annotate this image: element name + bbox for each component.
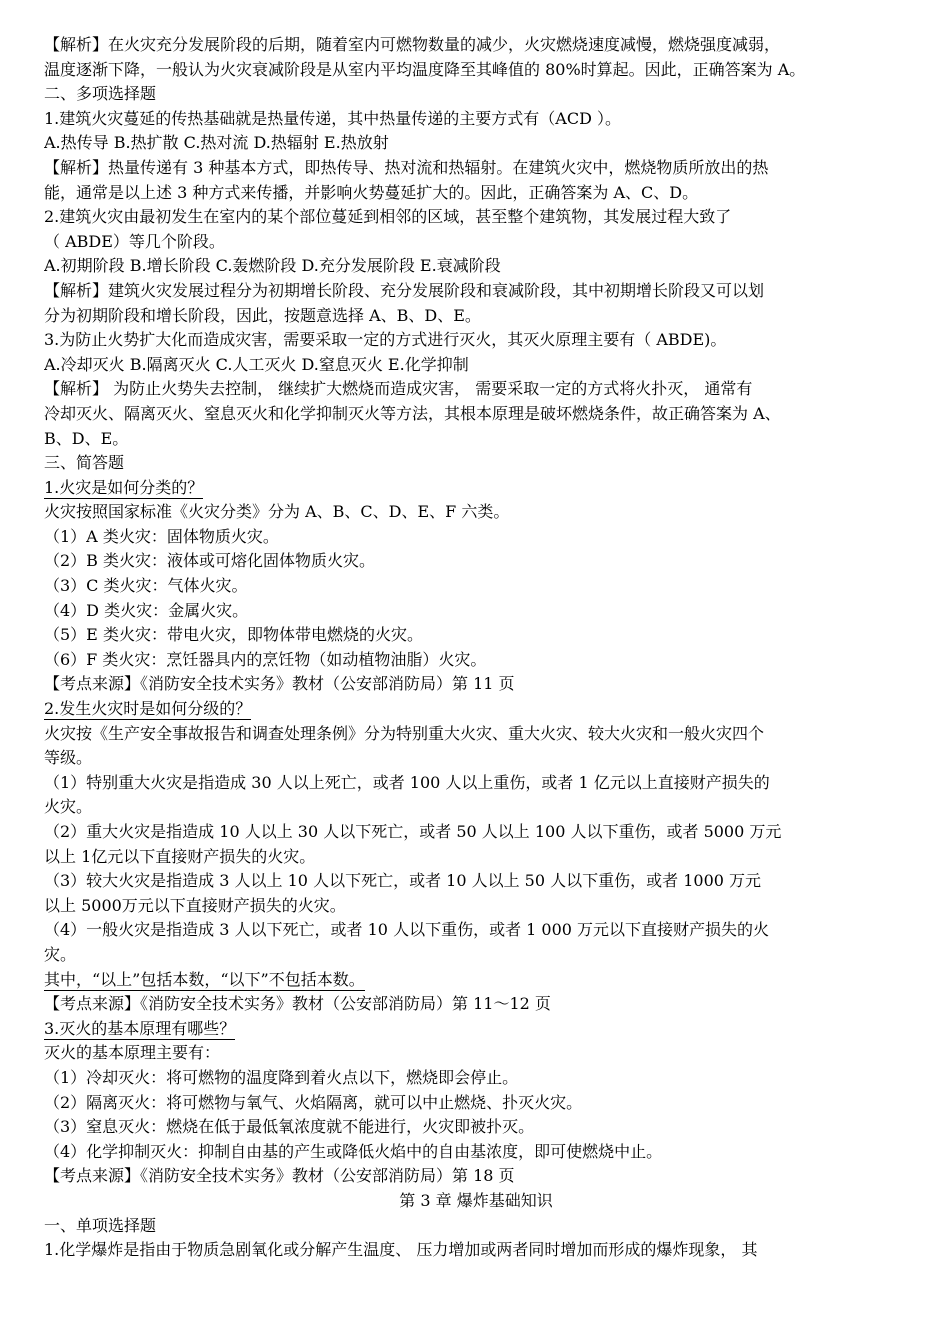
text-line-content: A.冷却灭火 B.隔离灭火 C.人工灭火 D.窒息灭火 E.化学抑制: [44, 354, 469, 374]
text-line-content: 3.为防止火势扩大化而造成灾害，需要采取一定的方式进行灭火，其灭火原理主要有（ ABDE)。: [44, 330, 727, 350]
text-line: [44, 230, 908, 255]
text-line-content: 火灾按照国家标准《火灾分类》分为 A、B、C、D、E、F 六类。: [44, 502, 510, 522]
chapter-heading: [44, 1189, 908, 1214]
text-line: [44, 943, 908, 968]
text-line: [44, 82, 908, 107]
text-line-content: （5）E 类火灾：带电火灾，即物体带电燃烧的火灾。: [44, 625, 423, 645]
text-line: [44, 1140, 908, 1165]
text-line-content: 1.火灾是如何分类的？: [44, 477, 204, 497]
text-line: [44, 722, 908, 747]
text-line-content: （1）A 类火灾：固体物质火灾。: [44, 526, 279, 546]
text-line: [44, 1066, 908, 1091]
text-line-content: 三、简答题: [44, 453, 125, 473]
text-line: [44, 402, 908, 427]
text-line: [44, 599, 908, 624]
text-line-content: （ ABDE）等几个阶段。: [44, 231, 225, 251]
text-line-content: 一、单项选择题: [44, 1215, 157, 1235]
text-line-content: 其中，“以上”包括本数，“以下”不包括本数。: [44, 969, 365, 989]
text-line: [44, 697, 908, 722]
text-line: [44, 1238, 908, 1263]
text-line: [44, 992, 908, 1017]
text-line: [44, 156, 908, 181]
text-line: [44, 845, 908, 870]
text-line: [44, 549, 908, 574]
text-line: [44, 181, 908, 206]
text-line-content: 等级。: [44, 748, 93, 768]
text-line: [44, 427, 908, 452]
text-line-content: 2.建筑火灾由最初发生在室内的某个部位蔓延到相邻的区域，甚至整个建筑物，其发展过程大致了: [44, 207, 732, 227]
text-line: [44, 771, 908, 796]
text-line-content: 【解析】热量传递有 3 种基本方式，即热传导、热对流和热辐射。在建筑火灾中，燃烧物质所放出的热: [44, 157, 769, 177]
text-line: [44, 353, 908, 378]
text-line: [44, 279, 908, 304]
text-line: [44, 131, 908, 156]
text-line: [44, 33, 908, 58]
text-line-content: 二、多项选择题: [44, 84, 157, 104]
text-line: [44, 746, 908, 771]
text-line-content: 【考点来源】《消防安全技术实务》教材（公安部消防局）第 18 页: [44, 1166, 515, 1186]
text-line-content: （1）冷却灭火：将可燃物的温度降到着火点以下，燃烧即会停止。: [44, 1067, 519, 1087]
text-line-content: （2）B 类火灾：液体或可熔化固体物质火灾。: [44, 551, 376, 571]
text-line-content: （6）F 类火灾：烹饪器具内的烹饪物（如动植物油脂）火灾。: [44, 649, 487, 669]
text-line: [44, 58, 908, 83]
text-line: [44, 795, 908, 820]
text-line-content: 【解析】在火灾充分发展阶段的后期，随着室内可燃物数量的减少，火灾燃烧速度减慢，燃烧强度减弱，: [44, 35, 781, 54]
text-line-content: 温度逐渐下降，一般认为火灾衰减阶段是从室内平均温度降至其峰值的 80%时算起。因此，正确答案为 A。: [44, 59, 806, 79]
text-line-content: A.热传导 B.热扩散 C.热对流 D.热辐射 E.热放射: [44, 133, 389, 153]
text-line-content: （3）窒息灭火：燃烧在低于最低氧浓度就不能进行，火灾即被扑灭。: [44, 1117, 535, 1137]
text-line: [44, 1214, 908, 1239]
text-line: [44, 377, 908, 402]
text-line: [44, 574, 908, 599]
text-line-content: 【解析】建筑火灾发展过程分为初期增长阶段、充分发展阶段和衰减阶段，其中初期增长阶段又可以划: [44, 280, 765, 300]
text-line-content: 灭火的基本原理主要有：: [44, 1043, 221, 1063]
text-line: [44, 205, 908, 230]
text-line: [44, 1115, 908, 1140]
text-line: [44, 304, 908, 329]
text-line-content: 冷却灭火、隔离灭火、窒息灭火和化学抑制灭火等方法，其根本原理是破坏燃烧条件，故正确答案为 A、: [44, 403, 781, 423]
text-line-content: 【考点来源】《消防安全技术实务》教材（公安部消防局）第 11～12 页: [44, 994, 551, 1014]
text-line-content: 以上 1亿元以下直接财产损失的火灾。: [44, 846, 316, 866]
text-line-content: （2）重大火灾是指造成 10 人以上 30 人以下死亡，或者 50 人以上 100 人以下重伤，或者 5000 万元: [44, 822, 782, 841]
text-line: [44, 672, 908, 697]
text-line: [44, 451, 908, 476]
text-line: [44, 1164, 908, 1189]
text-line-content: 第 3 章 爆炸基础知识: [399, 1190, 553, 1210]
text-line: [44, 869, 908, 894]
text-line: [44, 968, 908, 993]
text-line: [44, 500, 908, 525]
text-line: [44, 623, 908, 648]
text-line-content: （3）C 类火灾：气体火灾。: [44, 576, 248, 596]
text-line-content: 2.发生火灾时是如何分级的？: [44, 699, 252, 719]
text-line-content: （1）特别重大火灾是指造成 30 人以上死亡，或者 100 人以上重伤，或者 1 亿元以上直接财产损失的: [44, 772, 770, 792]
text-line-content: （3）较大火灾是指造成 3 人以上 10 人以下死亡，或者 10 人以上 50 人以下重伤，或者 1000 万元: [44, 871, 762, 891]
text-line-content: （4）化学抑制灭火：抑制自由基的产生或降低火焰中的自由基浓度，即可使燃烧中止。: [44, 1141, 663, 1161]
text-line-content: （4）D 类火灾：金属火灾。: [44, 600, 249, 620]
text-line-content: 灾。: [44, 944, 77, 964]
text-line-content: 以上 5000万元以下直接财产损失的火灾。: [44, 895, 346, 915]
text-line: [44, 918, 908, 943]
text-line-content: 【解析】 为防止火势失去控制， 继续扩大燃烧而造成灾害， 需要采取一定的方式将火扑灭， 通常有: [44, 379, 753, 399]
text-line: [44, 1041, 908, 1066]
text-line-content: 火灾。: [44, 797, 93, 817]
text-line-content: A.初期阶段 B.增长阶段 C.轰燃阶段 D.充分发展阶段 E.衰减阶段: [44, 256, 501, 276]
document-page: [44, 33, 908, 1263]
text-line: [44, 1091, 908, 1116]
text-line-content: 火灾按《生产安全事故报告和调查处理条例》分为特别重大火灾、重大火灾、较大火灾和一般火灾四个: [44, 723, 765, 743]
text-line: [44, 476, 908, 501]
text-line: [44, 328, 908, 353]
text-line-content: B、D、E。: [44, 428, 129, 448]
text-line-content: 1.建筑火灾蔓延的传热基础就是热量传递，其中热量传递的主要方式有（ACD ）。: [44, 108, 621, 128]
text-line: [44, 894, 908, 919]
text-line-content: 3.灭火的基本原理有哪些？: [44, 1018, 236, 1038]
text-line-content: 分为初期阶段和增长阶段，因此，按题意选择 A、B、D、E。: [44, 305, 481, 325]
text-line-content: 能，通常是以上述 3 种方式来传播，并影响火势蔓延扩大的。因此，正确答案为 A、C、D。: [44, 182, 699, 202]
text-line: [44, 648, 908, 673]
text-line-content: （2）隔离灭火：将可燃物与氧气、火焰隔离，就可以中止燃烧、扑灭火灾。: [44, 1092, 583, 1112]
text-line: [44, 254, 908, 279]
text-line: [44, 1017, 908, 1042]
text-line: [44, 107, 908, 132]
text-line-content: （4）一般火灾是指造成 3 人以下死亡，或者 10 人以下重伤，或者 1 000 万元以下直接财产损失的火: [44, 920, 770, 940]
text-line: [44, 820, 908, 845]
text-line-content: 【考点来源】《消防安全技术实务》教材（公安部消防局）第 11 页: [44, 674, 515, 694]
text-line: [44, 525, 908, 550]
text-line-content: 1.化学爆炸是指由于物质急剧氧化或分解产生温度、 压力增加或两者同时增加而形成的爆炸现象， 其: [44, 1240, 758, 1260]
